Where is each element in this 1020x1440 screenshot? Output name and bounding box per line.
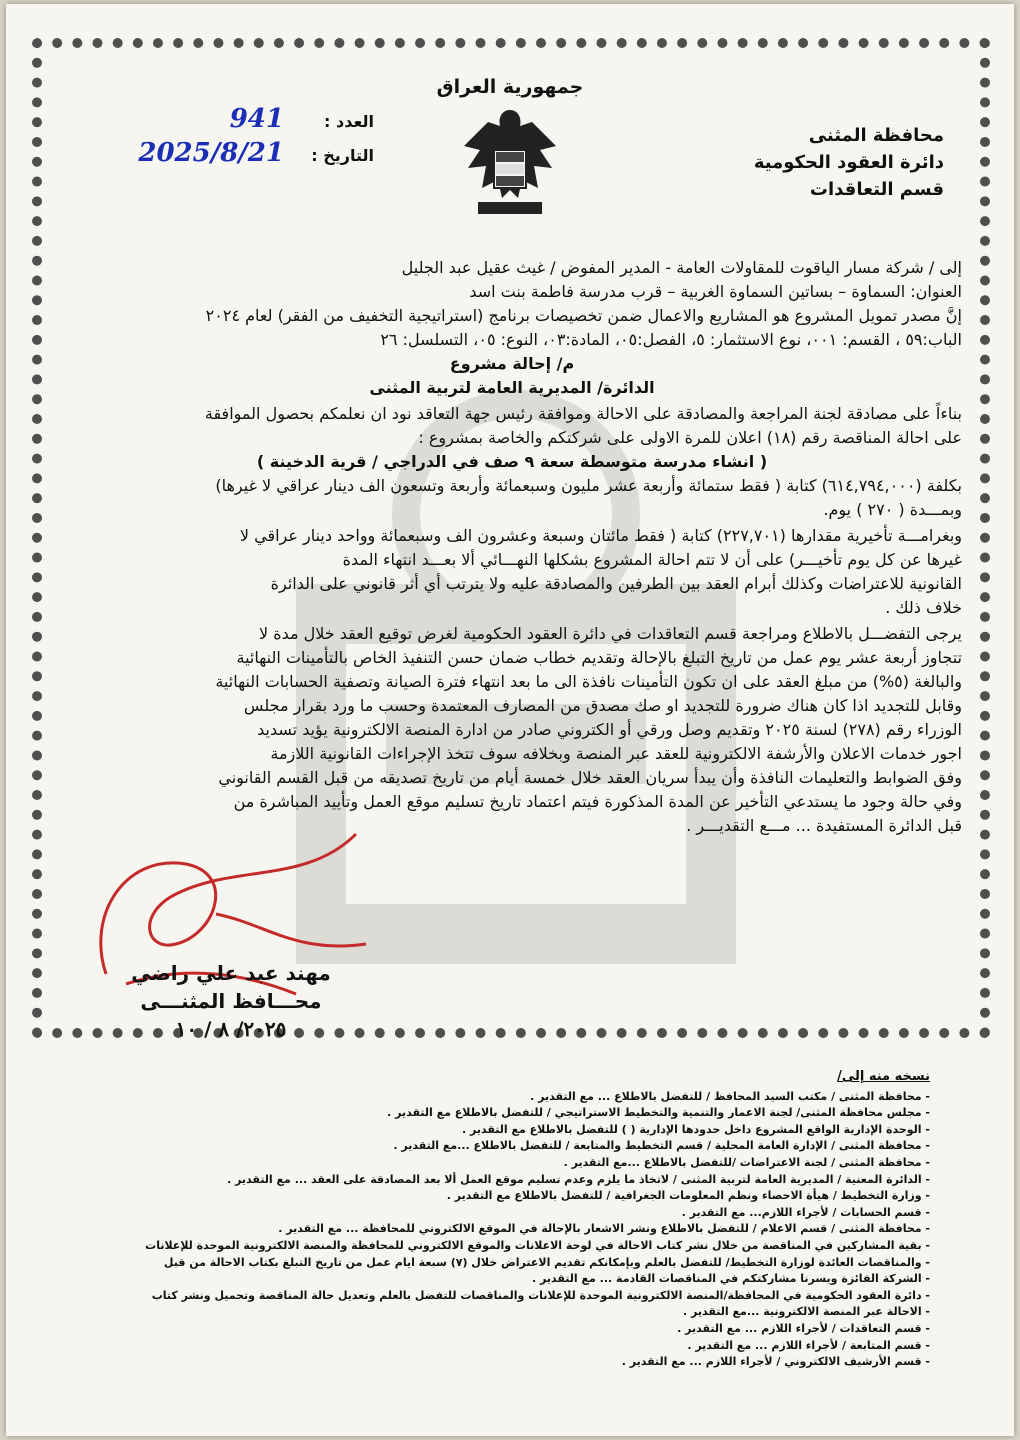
copy-item: - الاحالة عبر المنصة الالكترونية ...مع التقدير . — [50, 1304, 930, 1321]
copy-item: - الوحدة الإدارية الواقع المشروع داخل حدودها الإدارية ( ) للتفضل بالاطلاع مع التقدير . — [50, 1122, 930, 1139]
paragraph-line: الوزراء رقم (٢٧٨) لسنة ٢٠٢٥ وتقديم وصل ورقي أو الكتروني صادر من ادارة المنصة الالكترونية يؤيد تسديد — [257, 720, 962, 739]
copy-item: - محافظة المثنى / لجنة الاعتراضات /للتفضل بالاطلاع ...مع التقدير . — [50, 1155, 930, 1172]
org-line: دائرة العقود الحكومية — [753, 152, 944, 173]
department-line: الدائرة/ المديرية العامة لتربية المثنى — [369, 378, 655, 397]
copy-item: - قسم المتابعة / لأجراء اللازم ... مع التقدير . — [50, 1338, 930, 1355]
copies-title: نسخه منه إلى/ — [837, 1069, 930, 1084]
paragraph-line: بناءاً على مصادقة لجنة المراجعة والمصادقة على الاحالة وموافقة رئيس جهة التعاقد نود ان نعلمكم بحصول الموافقة — [204, 404, 962, 423]
cost-line: بكلفة (٦١٤,٧٩٤,٠٠٠) كتابة ( فقط ستمائة وأربعة عشر مليون وسبعمائة وأربعة وتسعون الف دينار عراقي لا غيرها) — [215, 476, 962, 495]
paragraph-line: تتجاوز أربعة عشر يوم عمل من تاريخ التبلغ بالإحالة وتقديم خطاب ضمان حسن التنفيذ الخاص بالتأمينات النهائية — [236, 648, 962, 667]
copy-item: - وزارة التخطيط / هيأة الاحصاء ونظم المعلومات الجغرافية / للتفضل بالاطلاع مع التقدير . — [50, 1188, 930, 1205]
project-title: ( انشاء مدرسة متوسطة سعة ٩ صف في الدراجي / قرية الدخينة ) — [256, 452, 768, 471]
budget-line: الباب:٥٩ ، القسم: ٠٠١، نوع الاستثمار: ٥، الفصل:٠٥، المادة:٠٣، النوع: ٠٥، التسلسل: ٢٦ — [380, 330, 962, 349]
paragraph-line: وقابل للتجديد اذا كان هناك ضرورة للتجديد او صك مصدق من المصارف المعتمدة وحسب ما ورد بقرار مجلس — [243, 696, 962, 715]
subject-line: م/ إحالة مشروع — [449, 354, 575, 373]
paragraph-line: اجور خدمات الاعلان والأرشفة الالكترونية للعقد عبر المنصة وبخلافه سوف تتخذ الإجراءات القانونية اللازمة — [270, 744, 962, 763]
copy-item: - الشركة الفائزة ويسرنا مشاركتكم في المناقصات القادمة ... مع التقدير . — [50, 1271, 930, 1288]
paragraph-line: والبالغة (٥%) من مبلغ العقد على ان تكون التأمينات نافذة الى ما بعد انتهاء فترة الصيانة وتصفية الحسابات النهائية — [215, 672, 962, 691]
paragraph-line: القانونية للاعتراضات وكذلك أبرام العقد بين الطرفين والمصادقة عليه ولا يترتب أي أثر قانوني على الدائرة — [270, 574, 962, 593]
copies-list — [50, 1069, 930, 1371]
iraq-eagle-emblem-icon — [458, 102, 563, 222]
org-line: قسم التعاقدات — [809, 179, 944, 200]
reference-block — [114, 104, 374, 172]
copy-item: - الدائرة المعنية / المديرية العامة لتربية المثنى / لاتخاذ ما يلزم وعدم تسليم موقع العمل ألا بعد المصادقة على العقد ... مع التقدير . — [50, 1172, 930, 1189]
number-label: العدد : — [324, 112, 374, 131]
number-value: 941 — [229, 104, 284, 134]
recipient-line: إلى / شركة مسار الياقوت للمقاولات العامة - المدير المفوض / غيث عقيل عبد الجليل — [401, 258, 962, 277]
copy-item: - قسم الحسابات / لأجراء اللازم... مع التقدير . — [50, 1205, 930, 1222]
paragraph-line: قبل الدائرة المستفيدة ... مـــع التقديـــر . — [686, 816, 962, 835]
copy-item: - دائرة العقود الحكومية في المحافظة/المنصة الالكترونية الموحدة للإعلانات والمناقصات للتفضل بالعلم وتعديل حالة المناقصة وتحميل ونشر كتاب — [50, 1288, 930, 1305]
copy-item: - محافظة المثنى / مكتب السيد المحافظ / للتفضل بالاطلاع ... مع التقدير . — [50, 1089, 930, 1106]
address-line: العنوان: السماوة – بساتين السماوة الغربية – قرب مدرسة فاطمة بنت اسد — [469, 282, 962, 301]
document-page — [6, 4, 1014, 1436]
paragraph-line: يرجى التفضـــل بالاطلاع ومراجعة قسم التعاقدات في دائرة العقود الحكومية لغرض توقيع العقد خلال مدة لا — [258, 624, 962, 643]
letter-body — [62, 256, 962, 838]
paragraph-line: غيرها عن كل يوم تأخيـــر) على أن لا تتم احالة المشروع بشكلها النهـــائي ألا بعـــد انتهاء المدة — [342, 550, 962, 569]
signature-block — [126, 959, 336, 1043]
copy-item: - قسم الأرشيف الالكتروني / لأجراء اللازم ... مع التقدير . — [50, 1354, 930, 1371]
paragraph-line: وبغرامـــة تأخيرية مقدارها (٢٢٧,٧٠١) كتابة ( فقط مائتان وسبعة وعشرون الف وسبعمائة وواحد دينار عراقي لا — [239, 526, 962, 545]
date-label: التاريخ : — [311, 146, 374, 165]
copy-item: - بقية المشاركين في المناقصة من خلال نشر كتاب الاحالة في لوحة الاعلانات والموقع الالكتروني للمحافظة والمنصة الالكترونية الموحدة للإعلانات — [50, 1238, 930, 1255]
signature-date: ٢٠٢٥/ ٨ / ١٠ — [175, 1017, 287, 1041]
org-line: محافظة المثنى — [808, 125, 944, 146]
copy-item: - قسم التعاقدات / لأجراء اللازم ... مع التقدير . — [50, 1321, 930, 1338]
date-value: 2025/8/21 — [138, 138, 284, 168]
paragraph-line: وفي حالة وجود ما يستدعي التأخير عن المدة المذكورة فيتم اعتماد تاريخ تسليم موقع العمل وتأييد المباشرة من — [233, 792, 962, 811]
date-row — [114, 138, 374, 172]
duration-line: وبمـــدة ( ٢٧٠ ) يوم. — [823, 500, 962, 519]
copy-item: - محافظة المثنى / قسم الاعلام / للتفضل بالاطلاع ونشر الاشعار بالإحالة في الموقع الالكتروني للمحافظة ... مع التقدير . — [50, 1221, 930, 1238]
issuing-organization — [724, 122, 944, 203]
funding-line: إنَّ مصدر تمويل المشروع هو المشاريع والاعمال ضمن تخصيصات برنامج (استراتيجية التخفيف من الفقر) لعام ٢٠٢٤ — [205, 306, 962, 325]
number-row — [114, 104, 374, 138]
copy-item: - محافظة المثنى / الإدارة العامة المحلية / قسم التخطيط والمتابعة / للتفضل بالاطلاع ...مع التقدير . — [50, 1138, 930, 1155]
copy-item: - والمناقصات العائدة لوزارة التخطيط/ للتفضل بالعلم وبإمكانكم تقديم الاعتراض خلال (٧) سبعة ايام عمل من تاريخ التبلغ بكتاب الاحالة من قبل — [50, 1255, 930, 1272]
signatory-title: محـــافظ المثنـــى — [140, 989, 322, 1013]
paragraph-line: خلاف ذلك . — [885, 598, 962, 617]
country-title: جمهورية العراق — [436, 76, 584, 98]
paragraph-line: على احالة المناقصة رقم (١٨) اعلان للمرة الاولى على شركتكم والخاصة بمشروع : — [418, 428, 962, 447]
signatory-name: مهند عبد علي راضي — [131, 961, 331, 985]
paragraph-line: وفق الضوابط والتعليمات النافذة وأن يبدأ سريان العقد خلال خمسة أيام من تاريخ تصديقه من قبل القسم القانوني — [218, 768, 962, 787]
copy-item: - مجلس محافظة المثنى/ لجنة الاعمار والتنمية والتخطيط الاستراتيجي / للتفضل بالاطلاع مع التقدير . — [50, 1105, 930, 1122]
